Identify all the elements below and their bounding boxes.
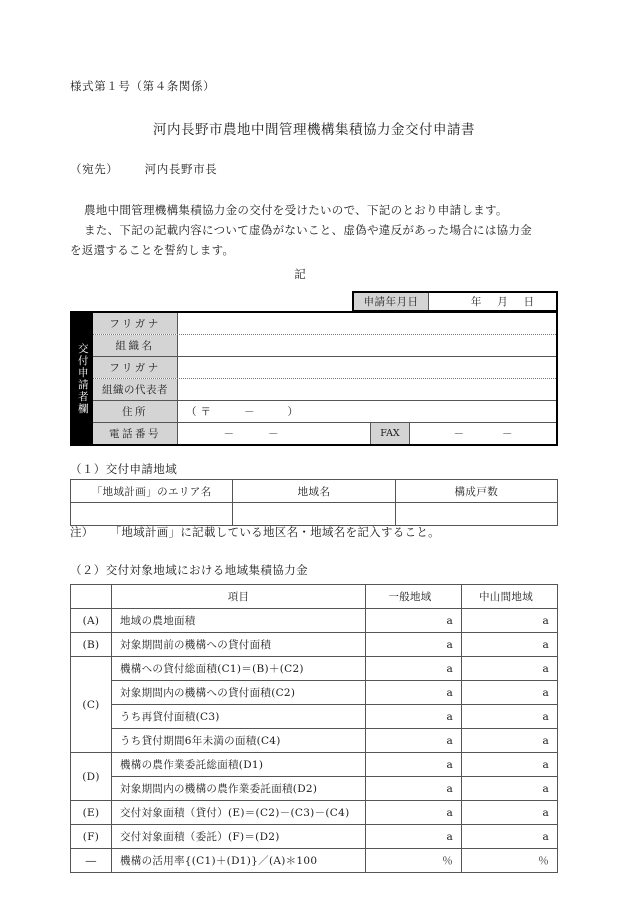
table-row — [71, 657, 558, 681]
row-general-e[interactable]: a — [366, 801, 462, 825]
table-row — [71, 729, 558, 753]
row-hilly-c2[interactable]: a — [462, 681, 558, 705]
addressee-name: 河内長野市長 — [144, 162, 218, 176]
tel-dash-2: － — [268, 428, 279, 440]
row-code-b: (B) — [71, 633, 112, 657]
date-year-unit: 年 — [470, 296, 482, 308]
row-item-c1: 機構への貸付総面積(C1)＝(B)＋(C2) — [112, 657, 366, 681]
cell-area-name[interactable] — [71, 503, 233, 526]
row-code-f: (F) — [71, 825, 112, 849]
application-date-row — [352, 291, 558, 312]
body-paragraph-1: 農地中間管理機構集積協力金の交付を受けたいので、下記のとおり申請します。 — [84, 203, 508, 217]
header-region-name: 地域名 — [233, 480, 395, 503]
header-item: 項目 — [112, 585, 366, 609]
table-row — [93, 401, 556, 423]
section2-heading: （２）交付対象地域における地域集積協力金 — [70, 563, 308, 577]
row-label-telephone: 電話番号 — [93, 423, 178, 444]
fax-dash-1: － — [453, 428, 464, 440]
table-row — [71, 777, 558, 801]
row-general-d2[interactable]: a — [366, 777, 462, 801]
application-date-fields[interactable] — [429, 293, 556, 310]
row-label-address: 住所 — [93, 401, 178, 422]
table-row — [71, 609, 558, 633]
row-general-f[interactable]: a — [366, 825, 462, 849]
row-item-c2: 対象期間内の機構への貸付面積(C2) — [112, 681, 366, 705]
fax-dash-2: － — [502, 428, 513, 440]
row-label-organization-name: 組織名 — [93, 335, 178, 356]
row-hilly-d2[interactable]: a — [462, 777, 558, 801]
applicant-vertical-label: 交付申請者欄 — [72, 313, 93, 444]
date-month-unit: 月 — [497, 296, 508, 308]
addressee — [70, 161, 217, 177]
body-paragraph-2-line1: また、下記の記載内容について虚偽がないこと、虚偽や違反があった場合には協力金 — [84, 223, 533, 237]
row-value-furigana-1[interactable] — [178, 313, 556, 334]
row-item-utilization: 機構の活用率{(C1)＋(D1)}／(A)＊100 — [112, 849, 366, 873]
applicant-block — [70, 291, 558, 446]
page-title: 河内長野市農地中間管理機構集積協力金交付申請書 — [153, 122, 475, 138]
row-hilly-c4[interactable]: a — [462, 729, 558, 753]
table-row — [71, 801, 558, 825]
section1-table — [70, 479, 558, 526]
row-label-fax: FAX — [370, 423, 410, 444]
row-general-d1[interactable]: a — [366, 753, 462, 777]
table-row — [71, 753, 558, 777]
row-item-d1: 機構の農作業委託総面積(D1) — [112, 753, 366, 777]
row-label-furigana-2: フリガナ — [93, 357, 178, 378]
row-item-c4: うち貸付期間6年未満の面積(C4) — [112, 729, 366, 753]
table-row — [71, 849, 558, 873]
note-label: 注） — [70, 525, 94, 539]
row-hilly-e[interactable]: a — [462, 801, 558, 825]
header-area-name: 「地域計画」のエリア名 — [71, 480, 233, 503]
row-item-b: 対象期間前の機構への貸付面積 — [112, 633, 366, 657]
row-general-c1[interactable]: a — [366, 657, 462, 681]
row-code-a: (A) — [71, 609, 112, 633]
row-value-representative[interactable] — [178, 379, 556, 400]
section2-table — [70, 584, 558, 873]
row-hilly-c3[interactable]: a — [462, 705, 558, 729]
body-paragraph-2 — [70, 220, 560, 260]
applicant-rows — [93, 313, 556, 444]
row-value-organization-name[interactable] — [178, 335, 556, 356]
row-hilly-d1[interactable]: a — [462, 753, 558, 777]
row-hilly-f[interactable]: a — [462, 825, 558, 849]
table-row — [93, 423, 556, 444]
row-general-c2[interactable]: a — [366, 681, 462, 705]
row-general-a[interactable]: a — [366, 609, 462, 633]
row-hilly-c1[interactable]: a — [462, 657, 558, 681]
body-paragraph-2-line2: を返還することを誓約します。 — [70, 243, 235, 257]
row-label-representative: 組織の代表者 — [93, 379, 178, 400]
row-code-e: (E) — [71, 801, 112, 825]
row-hilly-a[interactable]: a — [462, 609, 558, 633]
applicant-table — [70, 311, 558, 446]
date-day-unit: 日 — [523, 296, 535, 308]
row-item-c3: うち再貸付面積(C3) — [112, 705, 366, 729]
row-value-address[interactable]: （〒 － ） — [186, 406, 302, 418]
header-code — [71, 585, 112, 609]
table-row — [71, 633, 558, 657]
note-text: 「地域計画」に記載している地区名・地域名を記入すること。 — [109, 525, 440, 539]
row-hilly-b[interactable]: a — [462, 633, 558, 657]
ki-marker: 記 — [294, 267, 306, 281]
table-row — [71, 705, 558, 729]
header-general-area: 一般地域 — [366, 585, 462, 609]
row-label-furigana-1: フリガナ — [93, 313, 178, 334]
cell-region-name[interactable] — [233, 503, 395, 526]
form-number: 様式第１号（第４条関係） — [70, 79, 216, 93]
cell-household-count[interactable] — [395, 503, 557, 526]
table-row — [93, 357, 556, 379]
table-row — [93, 379, 556, 401]
section1-heading: （１）交付申請地域 — [70, 462, 178, 476]
table-row — [71, 825, 558, 849]
row-value-fax[interactable] — [410, 423, 556, 444]
row-hilly-utilization[interactable]: ％ — [462, 849, 558, 873]
row-item-a: 地域の農地面積 — [112, 609, 366, 633]
row-item-f: 交付対象面積（委託）(F)＝(D2) — [112, 825, 366, 849]
table-row — [71, 503, 558, 526]
row-value-telephone[interactable] — [178, 423, 370, 444]
table-header-row — [71, 585, 558, 609]
row-code-utilization: ― — [71, 849, 112, 873]
row-code-d-group: (D) — [71, 753, 112, 801]
row-general-utilization[interactable]: ％ — [366, 849, 462, 873]
tel-dash-1: － — [223, 428, 234, 440]
row-general-c4[interactable]: a — [366, 729, 462, 753]
row-item-e: 交付対象面積（貸付）(E)＝(C2)－(C3)－(C4) — [112, 801, 366, 825]
row-general-b[interactable]: a — [366, 633, 462, 657]
table-row — [93, 335, 556, 357]
header-hilly-area: 中山間地域 — [462, 585, 558, 609]
row-value-furigana-2[interactable] — [178, 357, 556, 378]
table-header-row — [71, 480, 558, 503]
row-item-d2: 対象期間内の機構の農作業委託面積(D2) — [112, 777, 366, 801]
application-date-label: 申請年月日 — [354, 293, 429, 310]
row-code-c-group: (C) — [71, 657, 112, 753]
header-household-count: 構成戸数 — [395, 480, 557, 503]
row-general-c3[interactable]: a — [366, 705, 462, 729]
table-row — [93, 313, 556, 335]
table-row — [71, 681, 558, 705]
section1-note — [70, 524, 440, 540]
addressee-label: （宛先） — [70, 162, 119, 176]
